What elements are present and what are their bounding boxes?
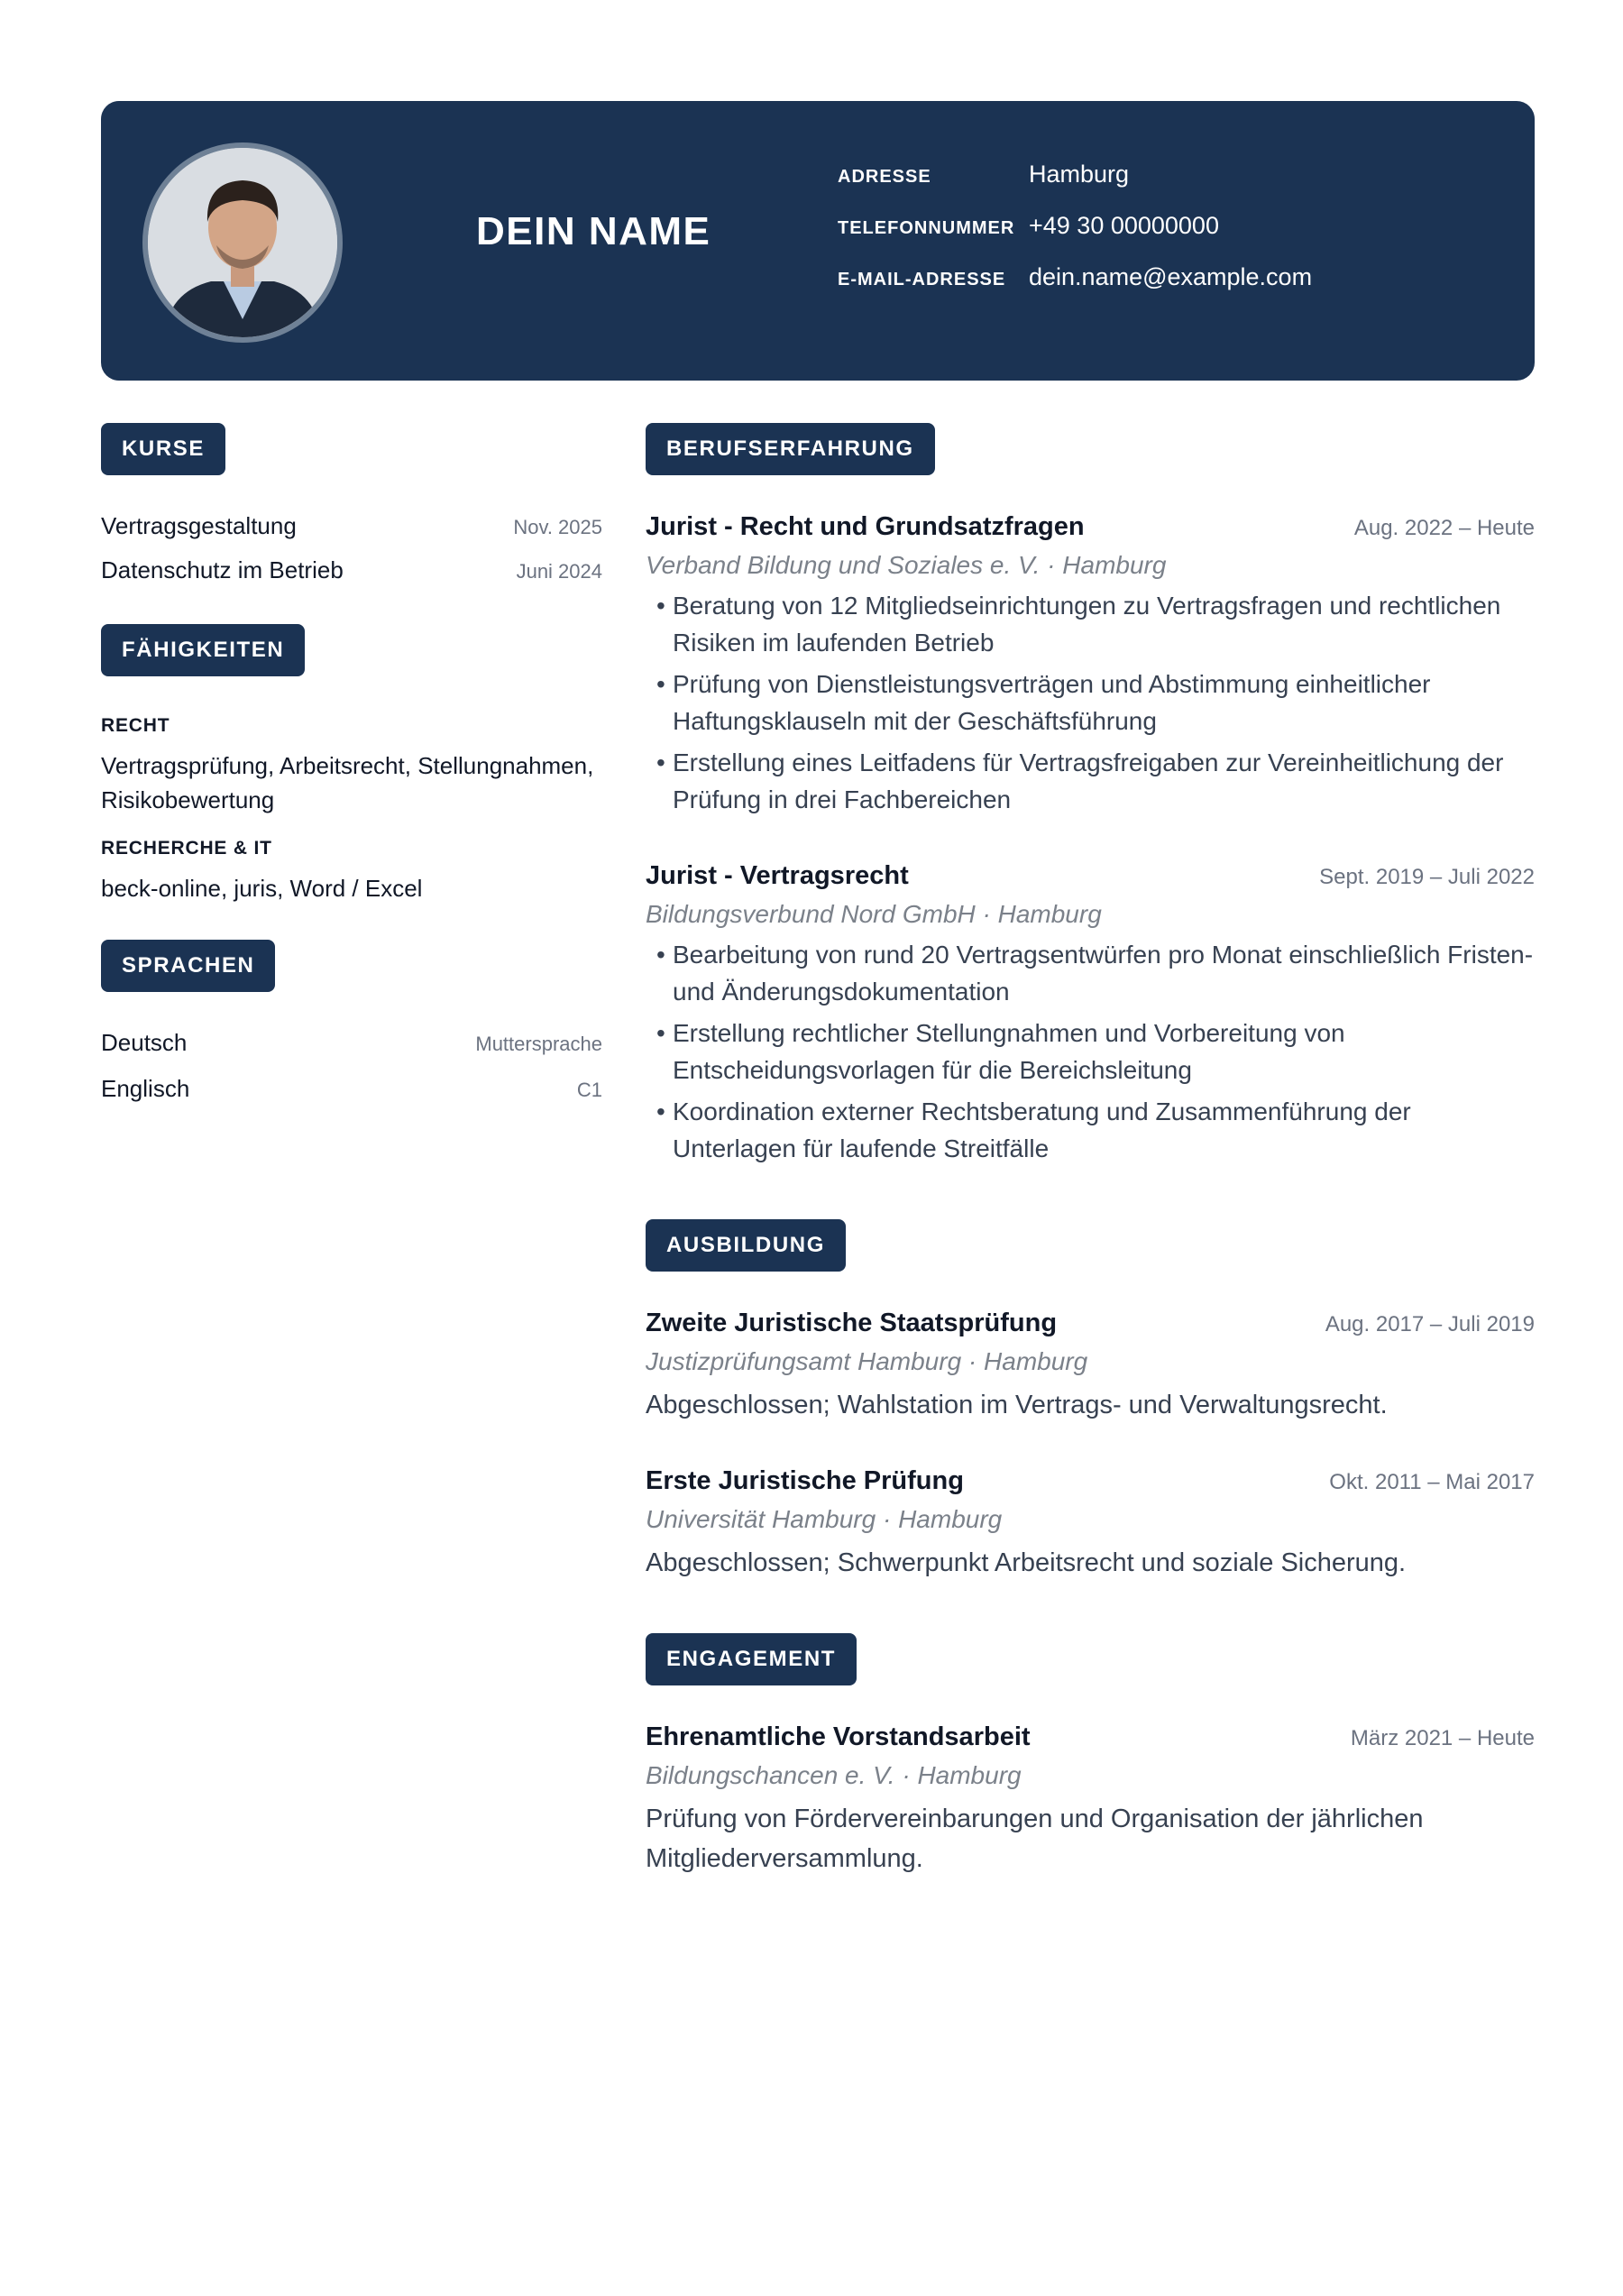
education-entry (646, 1466, 1535, 1583)
engagement-entry (646, 1722, 1535, 1878)
bullet-item (646, 744, 1535, 818)
entry-organization: Verband Bildung und Soziales e. V. · Hamburg (646, 551, 1167, 579)
section-title-kurse: KURSE (101, 423, 225, 475)
entry-date: Aug. 2022 – Heute (1353, 516, 1535, 540)
entry-organization: Bildungschancen e. V. · Hamburg (646, 1761, 1022, 1789)
experience-entry (646, 861, 1535, 1171)
bullet-dot-icon: • (656, 941, 665, 969)
language-name: Englisch (101, 1075, 190, 1102)
entry-date: Aug. 2017 – Juli 2019 (1325, 1312, 1535, 1336)
bullet-dot-icon: • (656, 1019, 665, 1047)
education-entry (646, 1309, 1535, 1425)
entry-description: Abgeschlossen; Wahlstation im Vertrags- und Verwaltungsrecht. (646, 1391, 1388, 1419)
contact-label: TELEFONNUMMER (838, 218, 1015, 238)
section-title-engagement: ENGAGEMENT (646, 1633, 857, 1685)
skill-group-label: RECHT (101, 715, 170, 736)
experience-entry (646, 512, 1535, 822)
section-title-berufserfahrung: BERUFSERFAHRUNG (646, 423, 935, 475)
section-title-ausbildung: AUSBILDUNG (646, 1219, 846, 1272)
entry-title: Ehrenamtliche Vorstandsarbeit (646, 1722, 1031, 1751)
entry-bullet-list (646, 936, 1535, 1167)
contact-phone-row (838, 212, 1312, 263)
skill-group-text: beck-online, juris, Word / Excel (101, 875, 423, 902)
contact-email-row (838, 263, 1312, 315)
bullet-item (646, 666, 1535, 739)
entry-description: Abgeschlossen; Schwerpunkt Arbeitsrecht und soziale Sicherung. (646, 1548, 1407, 1577)
course-date: Nov. 2025 (513, 516, 602, 538)
section-title-sprachen: SPRACHEN (101, 940, 275, 992)
contact-address-row (838, 161, 1312, 212)
bullet-text: Koordination externer Rechtsberatung und Zusammenführung der Unterlagen für laufende Streitfälle (673, 1097, 1411, 1162)
entry-organization: Bildungsverbund Nord GmbH · Hamburg (646, 900, 1102, 928)
person-portrait-icon (148, 148, 337, 337)
entry-head (646, 1309, 1535, 1338)
bullet-text: Erstellung rechtlicher Stellungnahmen und Vorbereitung von Entscheidungsvorlagen für die Bereichsleitung (673, 1019, 1345, 1084)
list-item (101, 556, 602, 584)
skill-group-label: RECHERCHE & IT (101, 838, 272, 859)
list-item (101, 1075, 602, 1103)
entry-date: Sept. 2019 – Juli 2022 (1319, 865, 1535, 889)
entry-organization: Universität Hamburg · Hamburg (646, 1505, 1003, 1533)
contact-block (838, 161, 1312, 315)
bullet-dot-icon: • (656, 670, 665, 698)
bullet-dot-icon: • (656, 592, 665, 620)
section-title-faehigkeiten: FÄHIGKEITEN (101, 624, 305, 676)
bullet-dot-icon: • (656, 748, 665, 776)
entry-head (646, 861, 1535, 891)
resume-header (101, 101, 1535, 381)
bullet-text: Beratung von 12 Mitgliedseinrichtungen zu Vertragsfragen und rechtlichen Risiken im laufenden Betrieb (673, 592, 1501, 657)
entry-head (646, 512, 1535, 542)
contact-value: dein.name@example.com (1029, 263, 1313, 290)
entry-description: Prüfung von Fördervereinbarungen und Organisation der jährlichen Mitgliederversammlung. (646, 1805, 1424, 1873)
contact-value: +49 30 00000000 (1029, 212, 1219, 239)
bullet-item (646, 936, 1535, 1010)
course-name: Vertragsgestaltung (101, 512, 297, 539)
course-name: Datenschutz im Betrieb (101, 556, 344, 583)
bullet-item (646, 587, 1535, 661)
contact-label: E-MAIL-ADRESSE (838, 270, 1006, 289)
bullet-text: Bearbeitung von rund 20 Vertragsentwürfen pro Monat einschließlich Fristen- und Änderungsdokumentation (673, 941, 1534, 1006)
entry-date: Okt. 2011 – Mai 2017 (1329, 1470, 1535, 1494)
course-date: Juni 2024 (516, 560, 602, 583)
person-name: DEIN NAME (476, 209, 711, 253)
list-item (101, 512, 602, 540)
entry-title: Zweite Juristische Staatsprüfung (646, 1309, 1058, 1337)
language-level: Muttersprache (475, 1033, 602, 1055)
bullet-text: Erstellung eines Leitfadens für Vertragsfreigaben zur Vereinheitlichung der Prüfung in drei Fachbereichen (673, 748, 1504, 813)
entry-title: Jurist - Vertragsrecht (646, 861, 909, 890)
entry-bullet-list (646, 587, 1535, 818)
language-name: Deutsch (101, 1029, 188, 1056)
skill-group-text: Vertragsprüfung, Arbeitsrecht, Stellungnahmen, Risikobewertung (101, 752, 594, 813)
contact-label: ADRESSE (838, 167, 931, 187)
profile-photo (142, 142, 343, 343)
entry-title: Erste Juristische Prüfung (646, 1466, 964, 1495)
entry-title: Jurist - Recht und Grundsatzfragen (646, 512, 1085, 541)
bullet-item (646, 1093, 1535, 1167)
bullet-item (646, 1015, 1535, 1088)
bullet-text: Prüfung von Dienstleistungsverträgen und Abstimmung einheitlicher Haftungsklauseln mit der Geschäftsführung (673, 670, 1431, 735)
contact-value: Hamburg (1029, 161, 1130, 188)
entry-head (646, 1722, 1535, 1752)
language-level: C1 (576, 1079, 602, 1101)
entry-head (646, 1466, 1535, 1496)
list-item (101, 1029, 602, 1057)
bullet-dot-icon: • (656, 1097, 665, 1125)
entry-date: März 2021 – Heute (1350, 1726, 1535, 1750)
entry-organization: Justizprüfungsamt Hamburg · Hamburg (646, 1347, 1088, 1375)
